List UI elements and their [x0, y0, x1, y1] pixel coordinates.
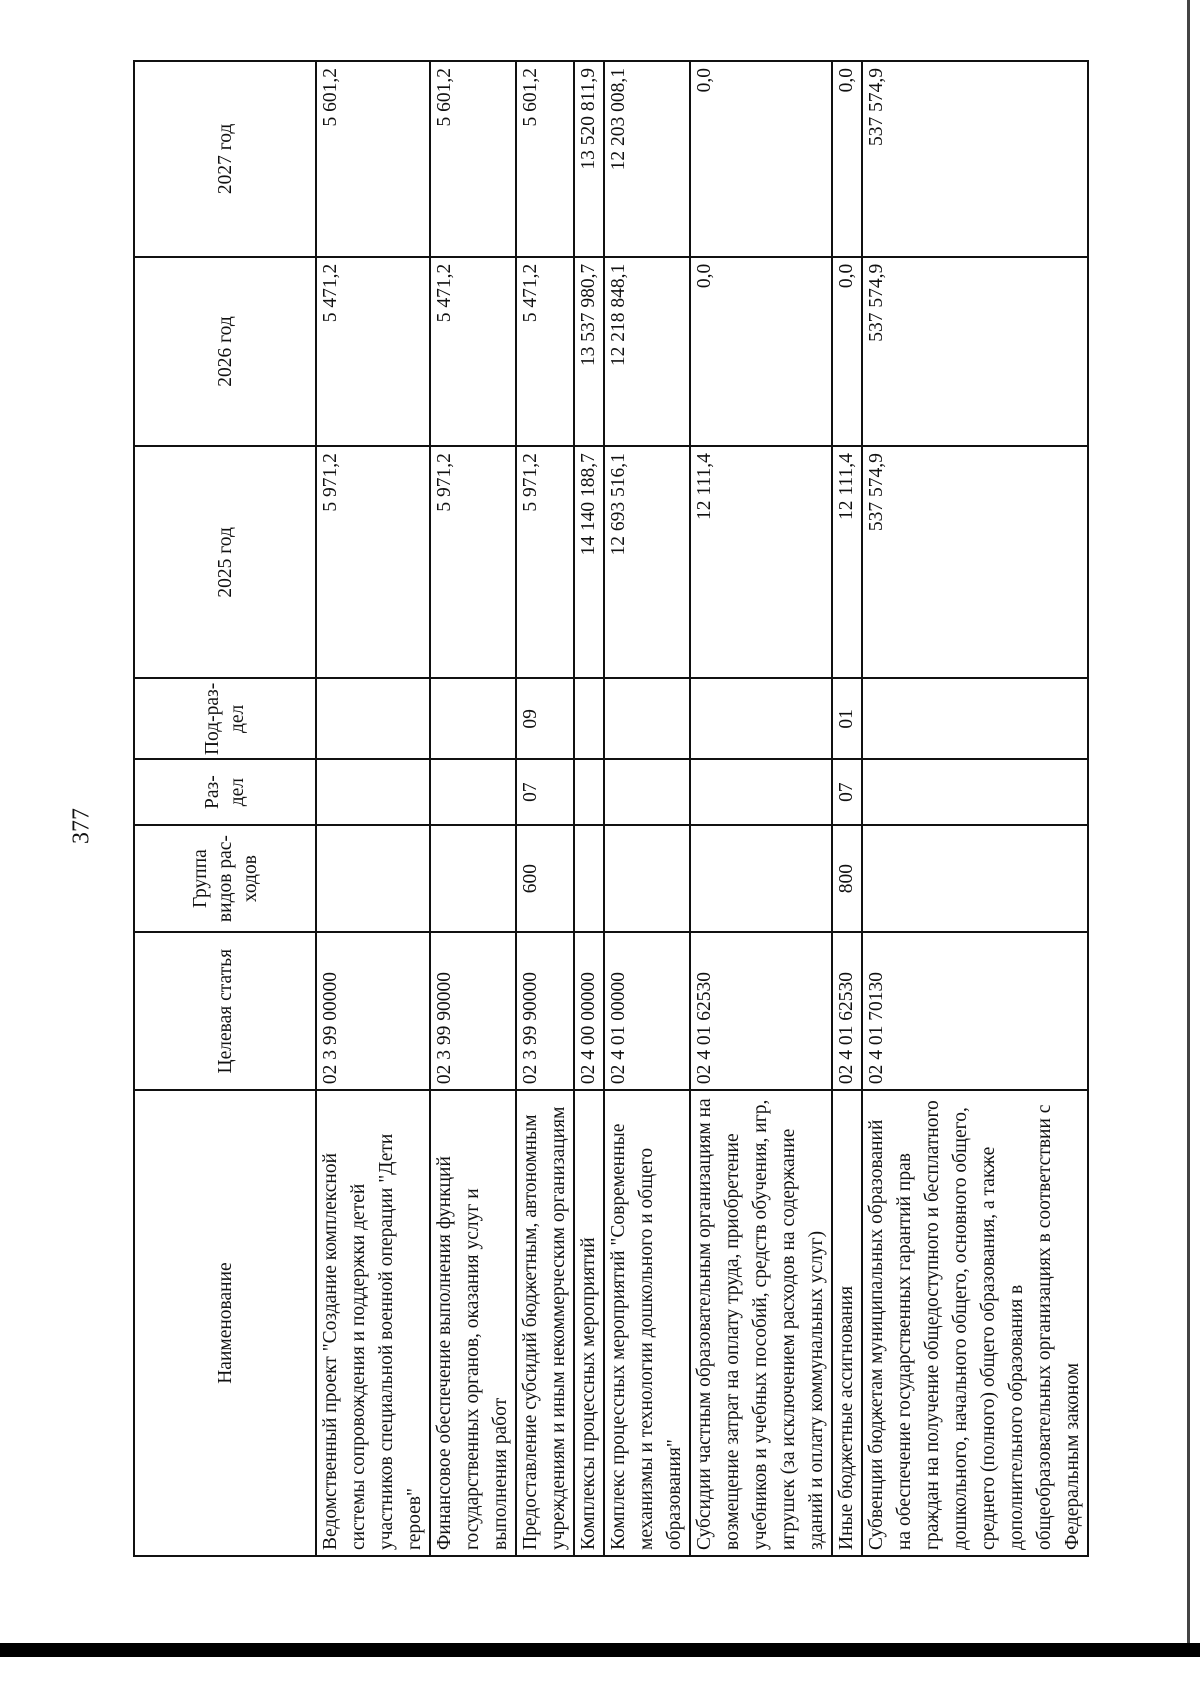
cell-2026: 5 471,2 — [316, 257, 430, 446]
cell-2025: 12 111,4 — [832, 446, 862, 678]
header-target: Целевая статья — [134, 932, 316, 1090]
cell-2026: 537 574,9 — [862, 257, 1088, 446]
cell-name: Комплекс процессных мероприятий "Современные механизмы и технологии дошкольного и общего образования" — [604, 1090, 690, 1556]
cell-2026: 0,0 — [690, 257, 832, 446]
table-header-row — [134, 61, 316, 1556]
cell-name: Иные бюджетные ассигнования — [832, 1090, 862, 1556]
cell-2027: 13 520 811,9 — [574, 61, 604, 257]
cell-section — [690, 759, 832, 825]
cell-section: 07 — [516, 759, 574, 825]
budget-table-wrapper — [133, 60, 1089, 1557]
cell-name: Субсидии частным образовательным организациям на возмещение затрат на оплату труда, приобретение учебников и учебных пособий, средств обучения, игр, игрушек (за исключением расходов на содержание зданий и оплату коммунальных услуг) — [690, 1090, 832, 1556]
cell-2027: 0,0 — [832, 61, 862, 257]
table-row — [430, 61, 516, 1556]
cell-group — [862, 825, 1088, 932]
cell-group — [604, 825, 690, 932]
table-row — [862, 61, 1088, 1556]
header-section: Раз-дел — [134, 759, 316, 825]
cell-subsection: 09 — [516, 678, 574, 759]
table-row — [516, 61, 574, 1556]
cell-section — [574, 759, 604, 825]
cell-target: 02 3 99 00000 — [316, 932, 430, 1090]
cell-group: 600 — [516, 825, 574, 932]
cell-target: 02 4 01 62530 — [690, 932, 832, 1090]
cell-section — [316, 759, 430, 825]
cell-name: Субвенции бюджетам муниципальных образований на обеспечение государственных гарантий прав граждан на получение общедоступного и бесплатного дошкольного, начального общего, основного общего, среднего (полного) общего образования, а также дополнительного образования в общеобразовательных организациях в соответствии с Федеральным законом — [862, 1090, 1088, 1556]
page-number: 377 — [68, 808, 95, 844]
cell-2027: 0,0 — [690, 61, 832, 257]
cell-group: 800 — [832, 825, 862, 932]
cell-name: Ведомственный проект "Создание комплексной системы сопровождения и поддержки детей участников специальной военной операции "Дети героев" — [316, 1090, 430, 1556]
cell-2025: 5 971,2 — [430, 446, 516, 678]
cell-2026: 13 537 980,7 — [574, 257, 604, 446]
table-row — [604, 61, 690, 1556]
cell-subsection — [604, 678, 690, 759]
header-2027: 2027 год — [134, 61, 316, 257]
cell-group — [316, 825, 430, 932]
header-2025: 2025 год — [134, 446, 316, 678]
cell-2027: 5 601,2 — [516, 61, 574, 257]
header-group: Группа видов рас-ходов — [134, 825, 316, 932]
cell-2025: 12 111,4 — [690, 446, 832, 678]
cell-group — [690, 825, 832, 932]
cell-section: 07 — [832, 759, 862, 825]
cell-name: Комплексы процессных мероприятий — [574, 1090, 604, 1556]
cell-section — [604, 759, 690, 825]
cell-target: 02 4 01 00000 — [604, 932, 690, 1090]
table-row — [690, 61, 832, 1556]
cell-target: 02 4 00 00000 — [574, 932, 604, 1090]
cell-subsection — [430, 678, 516, 759]
cell-name: Предоставление субсидий бюджетным, автономным учреждениям и иным некоммерческим организациям — [516, 1090, 574, 1556]
header-subsection: Под-раз-дел — [134, 678, 316, 759]
cell-target: 02 4 01 70130 — [862, 932, 1088, 1090]
cell-2025: 12 693 516,1 — [604, 446, 690, 678]
cell-group — [574, 825, 604, 932]
cell-2027: 5 601,2 — [316, 61, 430, 257]
cell-target: 02 3 99 90000 — [430, 932, 516, 1090]
cell-2025: 14 140 188,7 — [574, 446, 604, 678]
cell-2025: 5 971,2 — [316, 446, 430, 678]
cell-target: 02 4 01 62530 — [832, 932, 862, 1090]
cell-subsection — [316, 678, 430, 759]
cell-2025: 5 971,2 — [516, 446, 574, 678]
scan-bottom-border — [0, 1643, 1200, 1657]
header-name: Наименование — [134, 1090, 316, 1556]
cell-2027: 5 601,2 — [430, 61, 516, 257]
cell-target: 02 3 99 90000 — [516, 932, 574, 1090]
cell-subsection — [862, 678, 1088, 759]
cell-subsection — [690, 678, 832, 759]
budget-table — [133, 60, 1089, 1557]
header-2026: 2026 год — [134, 257, 316, 446]
cell-section — [862, 759, 1088, 825]
table-row — [832, 61, 862, 1556]
cell-2027: 537 574,9 — [862, 61, 1088, 257]
cell-2026: 0,0 — [832, 257, 862, 446]
table-row — [316, 61, 430, 1556]
cell-subsection — [574, 678, 604, 759]
cell-2025: 537 574,9 — [862, 446, 1088, 678]
scan-edge-line — [1187, 0, 1190, 1650]
cell-2026: 12 218 848,1 — [604, 257, 690, 446]
cell-section — [430, 759, 516, 825]
cell-group — [430, 825, 516, 932]
cell-2026: 5 471,2 — [430, 257, 516, 446]
cell-name: Финансовое обеспечение выполнения функций государственных органов, оказания услуг и выполнения работ — [430, 1090, 516, 1556]
cell-subsection: 01 — [832, 678, 862, 759]
table-row — [574, 61, 604, 1556]
cell-2026: 5 471,2 — [516, 257, 574, 446]
cell-2027: 12 203 008,1 — [604, 61, 690, 257]
